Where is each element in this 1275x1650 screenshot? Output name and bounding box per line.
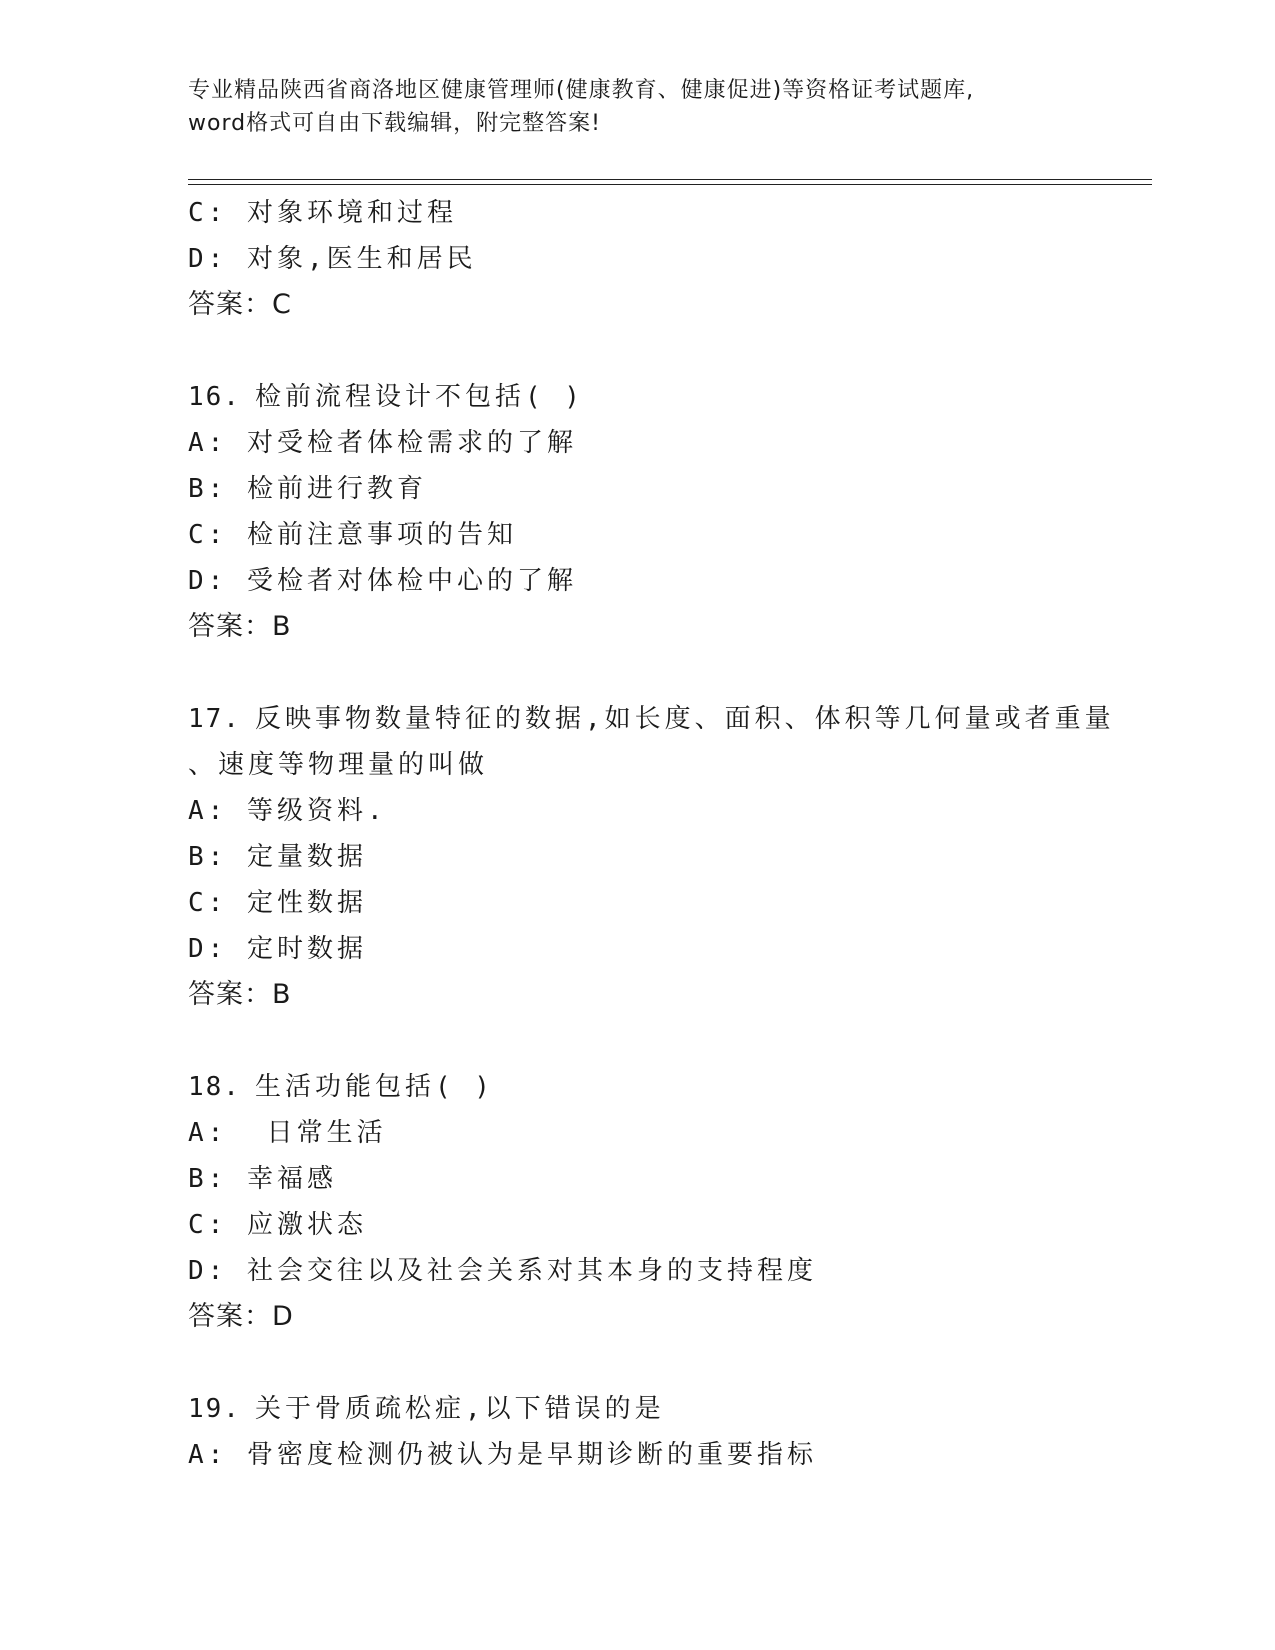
question-stem-text: 关于骨质疏松症,以下错误的是 <box>254 1394 665 1424</box>
question-list <box>188 190 1115 1478</box>
question-stem-text: 检前流程设计不包括( ) <box>254 382 584 412</box>
question-number: 16. <box>188 382 241 412</box>
option-line <box>188 1156 1088 1202</box>
question-stem-continuation: 、速度等物理量的叫做 <box>188 750 489 780</box>
option-line <box>188 236 1088 282</box>
option-line <box>188 190 1088 236</box>
option-text: 检前注意事项的告知 <box>246 520 517 550</box>
question-number: 17. <box>188 704 241 734</box>
document-header <box>188 74 1088 140</box>
prev-question-tail <box>188 190 1088 328</box>
option-text: 定时数据 <box>246 934 367 964</box>
option-line <box>188 558 1088 604</box>
question-stem <box>188 1064 1088 1110</box>
option-text: 幸福感 <box>246 1164 337 1194</box>
option-line <box>188 1248 1088 1294</box>
question-16 <box>188 374 1088 650</box>
option-letter: C: <box>188 888 228 918</box>
option-line <box>188 788 1088 834</box>
option-letter: B: <box>188 474 228 504</box>
header-divider-bottom <box>188 184 1152 185</box>
option-text: 对受检者体检需求的了解 <box>246 428 577 458</box>
question-stem <box>188 696 1115 742</box>
option-text: 社会交往以及社会关系对其本身的支持程度 <box>246 1256 817 1286</box>
option-text: 定性数据 <box>246 888 367 918</box>
option-line <box>188 926 1088 972</box>
header-line-2: word格式可自由下载编辑，附完整答案! <box>188 111 601 136</box>
option-line <box>188 466 1088 512</box>
option-line <box>188 1202 1088 1248</box>
spacer <box>188 650 1088 696</box>
header-divider-top <box>188 179 1152 180</box>
option-text: 等级资料. <box>246 796 387 826</box>
option-line <box>188 420 1088 466</box>
option-text: 骨密度检测仍被认为是早期诊断的重要指标 <box>246 1440 817 1470</box>
option-text: 受检者对体检中心的了解 <box>246 566 577 596</box>
option-text: 日常生活 <box>246 1118 387 1148</box>
option-letter: D: <box>188 566 228 596</box>
option-text: 应激状态 <box>246 1210 367 1240</box>
option-text: 对象环境和过程 <box>246 198 457 228</box>
option-line <box>188 1110 1088 1156</box>
option-letter: D: <box>188 244 228 274</box>
option-line <box>188 880 1088 926</box>
question-17 <box>188 696 1115 1018</box>
header-line-1: 专业精品陕西省商洛地区健康管理师(健康教育、健康促进)等资格证考试题库, <box>188 78 975 103</box>
spacer <box>188 1340 1088 1386</box>
answer-line: 答案：C <box>188 289 292 320</box>
question-stem <box>188 1386 1088 1432</box>
option-letter: D: <box>188 1256 228 1286</box>
option-letter: C: <box>188 198 228 228</box>
spacer <box>188 328 1088 374</box>
option-letter: B: <box>188 842 228 872</box>
option-line <box>188 834 1088 880</box>
question-number: 18. <box>188 1072 241 1102</box>
option-letter: C: <box>188 1210 228 1240</box>
answer-line: 答案：B <box>188 979 292 1010</box>
question-18 <box>188 1064 1088 1340</box>
option-text: 定量数据 <box>246 842 367 872</box>
question-stem-text: 反映事物数量特征的数据,如长度、面积、体积等几何量或者重量 <box>254 704 1115 734</box>
option-letter: B: <box>188 1164 228 1194</box>
option-letter: D: <box>188 934 228 964</box>
answer-line: 答案：B <box>188 611 292 642</box>
option-letter: A: <box>188 428 228 458</box>
option-letter: A: <box>188 1118 228 1148</box>
question-stem-text: 生活功能包括( ) <box>254 1072 494 1102</box>
answer-line: 答案：D <box>188 1301 294 1332</box>
option-line <box>188 1432 1088 1478</box>
option-text: 检前进行教育 <box>246 474 427 504</box>
question-number: 19. <box>188 1394 241 1424</box>
option-letter: A: <box>188 1440 228 1470</box>
spacer <box>188 1018 1088 1064</box>
question-19 <box>188 1386 1088 1478</box>
option-line <box>188 512 1088 558</box>
question-stem <box>188 374 1088 420</box>
option-text: 对象,医生和居民 <box>246 244 477 274</box>
option-letter: A: <box>188 796 228 826</box>
option-letter: C: <box>188 520 228 550</box>
